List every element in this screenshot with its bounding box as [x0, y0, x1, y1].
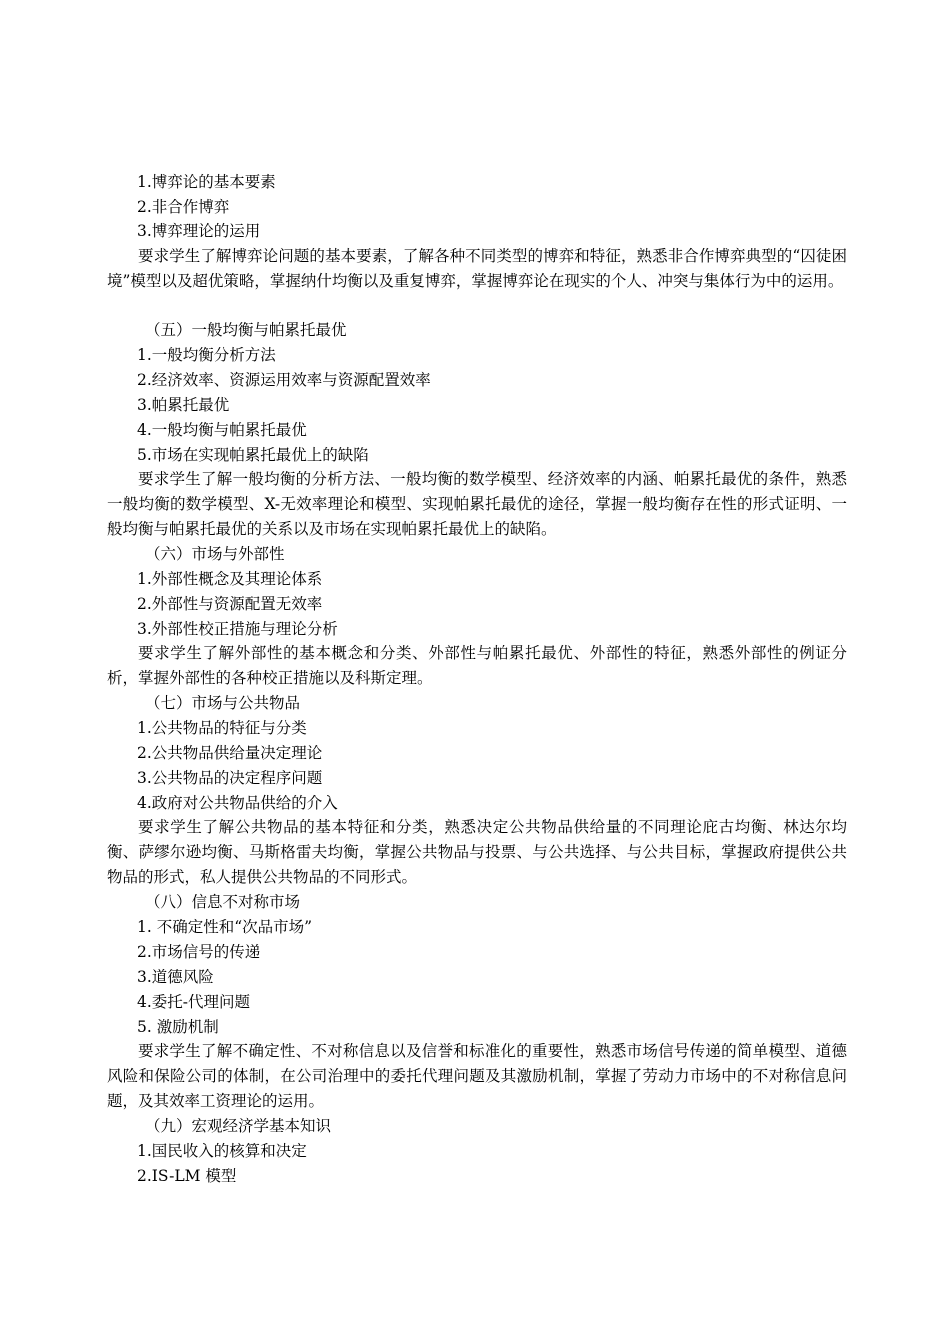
section-heading: （七）市场与公共物品	[145, 694, 301, 712]
list-item: 4.一般均衡与帕累托最优	[137, 421, 307, 439]
list-item: 3.道德风险	[137, 968, 214, 986]
list-item: 5.市场在实现帕累托最优上的缺陷	[137, 446, 369, 464]
paragraph-text: 要求学生了解一般均衡的分析方法、一般均衡的数学模型、经济效率的内涵、帕累托最优的条件，熟悉一般均衡的数学模型、X-无效率理论和模型、实现帕累托最优的途径，掌握一般均衡存在性的形式证明、一般均衡与帕累托最优的关系以及市场在实现帕累托最优上的缺陷。	[107, 470, 847, 538]
list-item: 2.市场信号的传递	[137, 943, 261, 961]
list-item: 2.IS-LM 模型	[137, 1167, 237, 1185]
list-item: 1.博弈论的基本要素	[137, 173, 276, 191]
section-heading: （九）宏观经济学基本知识	[145, 1117, 332, 1135]
list-item: 4.政府对公共物品供给的介入	[137, 794, 338, 812]
paragraph-text: 要求学生了解公共物品的基本特征和分类，熟悉决定公共物品供给量的不同理论庇古均衡、林达尔均衡、萨缪尔逊均衡、马斯格雷夫均衡，掌握公共物品与投票、与公共选择、与公共目标，掌握政府提供公共物品的形式，私人提供公共物品的不同形式。	[107, 818, 847, 886]
section-heading: （五）一般均衡与帕累托最优	[145, 321, 347, 339]
list-item: 3.博弈理论的运用	[137, 222, 261, 240]
list-item: 2.经济效率、资源运用效率与资源配置效率	[137, 371, 431, 389]
list-item: 2.外部性与资源配置无效率	[137, 595, 323, 613]
list-item: 3.帕累托最优	[137, 396, 230, 414]
list-item: 1.一般均衡分析方法	[137, 346, 276, 364]
paragraph	[107, 1039, 847, 1114]
list-item: 5. 激励机制	[137, 1018, 219, 1036]
list-item: 1.公共物品的特征与分类	[137, 719, 307, 737]
paragraph	[107, 244, 847, 294]
list-item: 1.外部性概念及其理论体系	[137, 570, 323, 588]
paragraph	[107, 641, 847, 691]
list-item: 3.外部性校正措施与理论分析	[137, 620, 338, 638]
paragraph	[107, 815, 847, 890]
section-heading: （八）信息不对称市场	[145, 893, 301, 911]
list-item: 1. 不确定性和“次品市场”	[137, 918, 313, 936]
paragraph-text: 要求学生了解博弈论问题的基本要素，了解各种不同类型的博弈和特征，熟悉非合作博弈典型的“囚徒困境”模型以及超优策略，掌握纳什均衡以及重复博弈，掌握博弈论在现实的个人、冲突与集体行为中的运用。	[107, 247, 847, 290]
paragraph	[107, 467, 847, 542]
list-item: 2.公共物品供给量决定理论	[137, 744, 323, 762]
paragraph-text: 要求学生了解不确定性、不对称信息以及信誉和标准化的重要性，熟悉市场信号传递的简单模型、道德风险和保险公司的体制，在公司治理中的委托代理问题及其激励机制，掌握了劳动力市场中的不对称信息问题，及其效率工资理论的运用。	[107, 1042, 847, 1110]
paragraph-text: 要求学生了解外部性的基本概念和分类、外部性与帕累托最优、外部性的特征，熟悉外部性的例证分析，掌握外部性的各种校正措施以及科斯定理。	[107, 644, 847, 687]
list-item: 4.委托-代理问题	[137, 993, 251, 1011]
list-item: 1.国民收入的核算和决定	[137, 1142, 307, 1160]
list-item: 2.非合作博弈	[137, 198, 230, 216]
section-heading: （六）市场与外部性	[145, 545, 285, 563]
list-item: 3.公共物品的决定程序问题	[137, 769, 323, 787]
